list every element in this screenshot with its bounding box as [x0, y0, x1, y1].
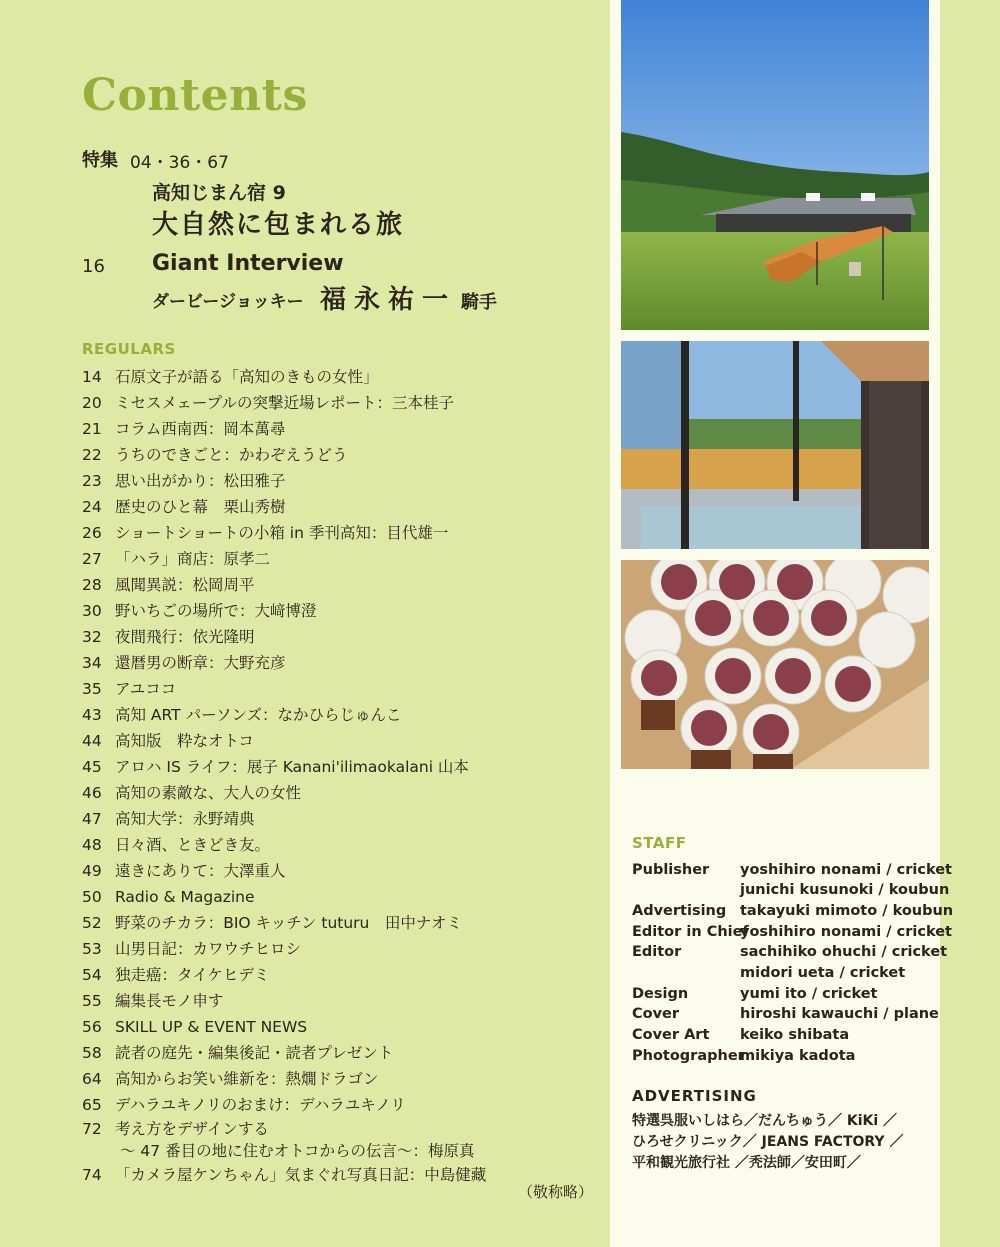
item-page: 49 — [82, 862, 102, 880]
staff-row — [632, 922, 952, 943]
list-item — [82, 468, 602, 494]
item-page: 48 — [82, 836, 102, 854]
item-title: うちのできごと：かわぞえうどう — [115, 446, 348, 464]
item-page: 74 — [82, 1166, 102, 1184]
item-page: 35 — [82, 680, 102, 698]
giant-interview-name: 福永祐一 — [320, 285, 457, 315]
feature-label: 特集 — [82, 150, 118, 171]
list-item — [82, 1040, 602, 1066]
staff-name: sachihiko ohuchi / cricket — [740, 944, 948, 960]
staff-role: Design — [632, 986, 689, 1002]
list-item — [82, 442, 602, 468]
item-title: 夜間飛行：依光隆明 — [115, 628, 255, 646]
staff-role: Cover Art — [632, 1027, 710, 1043]
list-item — [82, 728, 602, 754]
list-item — [82, 1066, 602, 1092]
staff-row — [632, 1046, 932, 1067]
item-page: 30 — [82, 602, 102, 620]
list-item — [82, 598, 602, 624]
staff-role: Advertising — [632, 903, 727, 919]
staff-name: mikiya kadota — [740, 1048, 856, 1064]
staff-role: Cover — [632, 1006, 680, 1022]
list-item — [82, 546, 602, 572]
item-page: 14 — [82, 368, 102, 386]
staff-row — [632, 942, 948, 963]
item-title: SKILL UP & EVENT NEWS — [115, 1018, 308, 1036]
feature-subtitle: 高知じまん宿 9 — [152, 182, 286, 204]
list-item — [82, 754, 602, 780]
item-title: 「カメラ屋ケンちゃん」気まぐれ写真日記：中島健藏 — [115, 1166, 487, 1184]
lodge-lawn-photo — [621, 0, 929, 330]
feature-pages: 04・36・67 — [130, 153, 229, 173]
item-page: 52 — [82, 914, 102, 932]
list-item-subtitle — [82, 1140, 602, 1162]
list-item — [82, 520, 602, 546]
staff-row — [632, 1004, 939, 1025]
feature-title: 大自然に包まれる旅 — [152, 210, 405, 240]
staff-row — [632, 860, 952, 881]
item-title: 高知からお笑い維新を：熱燗ドラゴン — [115, 1070, 379, 1088]
staff-name: yoshihiro nonami / cricket — [740, 924, 952, 940]
list-item — [82, 650, 602, 676]
item-title: 遠きにありて：大澤重人 — [115, 862, 286, 880]
item-title: デハラユキノリのおまけ：デハラユキノリ — [115, 1096, 406, 1114]
giant-interview-page: 16 — [82, 256, 105, 277]
item-page: 20 — [82, 394, 102, 412]
staff-row — [632, 880, 950, 901]
item-title: 還暦男の断章：大野充彦 — [115, 654, 286, 672]
item-page: 47 — [82, 810, 102, 828]
item-title: 読者の庭先・編集後記・読者プレゼント — [115, 1044, 394, 1062]
item-page: 34 — [82, 654, 102, 672]
regulars-list — [82, 364, 602, 1188]
list-item — [82, 676, 602, 702]
item-page: 64 — [82, 1070, 102, 1088]
bathhouse-photo — [621, 341, 929, 549]
list-item — [82, 962, 602, 988]
item-title: 考え方をデザインする — [115, 1120, 269, 1138]
staff-heading: STAFF — [632, 834, 687, 852]
item-title: アユココ — [115, 680, 177, 698]
item-page: 72 — [82, 1120, 102, 1138]
advertising-heading: ADVERTISING — [632, 1087, 757, 1105]
list-item — [82, 988, 602, 1014]
list-item — [82, 832, 602, 858]
item-page: 56 — [82, 1018, 102, 1036]
list-item — [82, 1092, 602, 1118]
item-title: 高知 ART パーソンズ：なかひらじゅんこ — [115, 706, 402, 724]
list-item — [82, 390, 602, 416]
item-page: 44 — [82, 732, 102, 750]
staff-name: yumi ito / cricket — [740, 986, 878, 1002]
list-item — [82, 910, 602, 936]
item-page: 22 — [82, 446, 102, 464]
item-page: 54 — [82, 966, 102, 984]
item-title: 野いちごの場所で：大﨑博澄 — [115, 602, 317, 620]
item-title: 高知大学：永野靖典 — [115, 810, 255, 828]
list-item — [82, 884, 602, 910]
item-page: 53 — [82, 940, 102, 958]
staff-row — [632, 984, 932, 1005]
item-page: 24 — [82, 498, 102, 516]
item-page: 50 — [82, 888, 102, 906]
list-item — [82, 806, 602, 832]
staff-row — [632, 963, 932, 984]
item-page: 27 — [82, 550, 102, 568]
staff-name: hiroshi kawauchi / plane — [740, 1006, 939, 1022]
list-item — [82, 494, 602, 520]
item-title: 石原文子が語る「高知のきもの女性」 — [115, 368, 379, 386]
honorifics-note: （敬称略） — [518, 1183, 594, 1201]
list-item — [82, 572, 602, 598]
staff-role: Editor — [632, 944, 682, 960]
page-title: Contents — [82, 70, 308, 121]
list-item — [82, 858, 602, 884]
regulars-heading: REGULARS — [82, 340, 176, 358]
item-title: ミセスメェープルの突撃近場レポート：三本桂子 — [115, 394, 454, 412]
item-page: 21 — [82, 420, 102, 438]
staff-name: keiko shibata — [740, 1027, 850, 1043]
item-title: コラム西南西：岡本萬尋 — [115, 420, 286, 438]
item-title: 野菜のチカラ：BIO キッチン tuturu 田中ナオミ — [115, 914, 463, 932]
staff-name: midori ueta / cricket — [740, 965, 906, 981]
item-title: アロハ IS ライフ：展子 Kanani'ilimaokalani 山本 — [115, 758, 469, 776]
item-title: 歴史のひと幕 栗山秀樹 — [115, 498, 286, 516]
item-title: 日々酒、ときどき友。 — [115, 836, 271, 854]
staff-role: Photographer — [632, 1048, 745, 1064]
item-page: 32 — [82, 628, 102, 646]
list-item — [82, 1014, 602, 1040]
advertising-line: 平和観光旅行社 ／秃法師／安田町／ — [632, 1155, 861, 1171]
staff-name: takayuki mimoto / koubun — [740, 903, 954, 919]
item-title: ショートショートの小箱 in 季刊高知：目代雄一 — [115, 524, 449, 542]
item-page: 26 — [82, 524, 102, 542]
list-item — [82, 936, 602, 962]
item-page: 45 — [82, 758, 102, 776]
item-page: 58 — [82, 1044, 102, 1062]
list-item — [82, 780, 602, 806]
staff-name: junichi kusunoki / koubun — [740, 882, 950, 898]
list-item — [82, 702, 602, 728]
list-item — [82, 1118, 602, 1140]
giant-interview-suffix: 騎手 — [461, 292, 497, 313]
staff-role: Editor in Chief — [632, 924, 749, 940]
item-subtitle: ～ 47 番目の地に住むオトコからの伝言～：梅原真 — [120, 1142, 475, 1160]
item-title: 独走癌：タイケヒデミ — [115, 966, 270, 984]
item-page: 55 — [82, 992, 102, 1010]
giant-interview-title: Giant Interview — [152, 251, 344, 276]
staff-row — [632, 1025, 932, 1046]
staff-role: Publisher — [632, 862, 710, 878]
item-title: 思い出がかり：松田雅子 — [115, 472, 286, 490]
item-title: 高知版 粋なオトコ — [115, 732, 254, 750]
list-item — [82, 624, 602, 650]
item-page: 46 — [82, 784, 102, 802]
item-page: 23 — [82, 472, 102, 490]
item-title: 風聞異説：松岡周平 — [115, 576, 255, 594]
item-page: 28 — [82, 576, 102, 594]
item-page: 65 — [82, 1096, 102, 1114]
item-page: 43 — [82, 706, 102, 724]
item-title: 高知の素敵な、大人の女性 — [115, 784, 302, 802]
staff-name: yoshihiro nonami / cricket — [740, 862, 952, 878]
item-title: 「ハラ」商店：原孝二 — [115, 550, 271, 568]
item-title: 編集長モノ申す — [115, 992, 224, 1010]
item-title: Radio & Magazine — [115, 888, 255, 906]
advertising-line: ひろせクリニック／ JEANS FACTORY ／ — [632, 1134, 904, 1150]
jars-photo — [621, 560, 929, 769]
advertising-line: 特選呉服いしはら／だんちゅう／ KiKi ／ — [632, 1113, 898, 1129]
list-item — [82, 364, 602, 390]
list-item — [82, 416, 602, 442]
giant-interview-role: ダービージョッキー — [152, 292, 304, 312]
item-title: 山男日記：カワウチヒロシ — [115, 940, 302, 958]
staff-row — [632, 901, 954, 922]
